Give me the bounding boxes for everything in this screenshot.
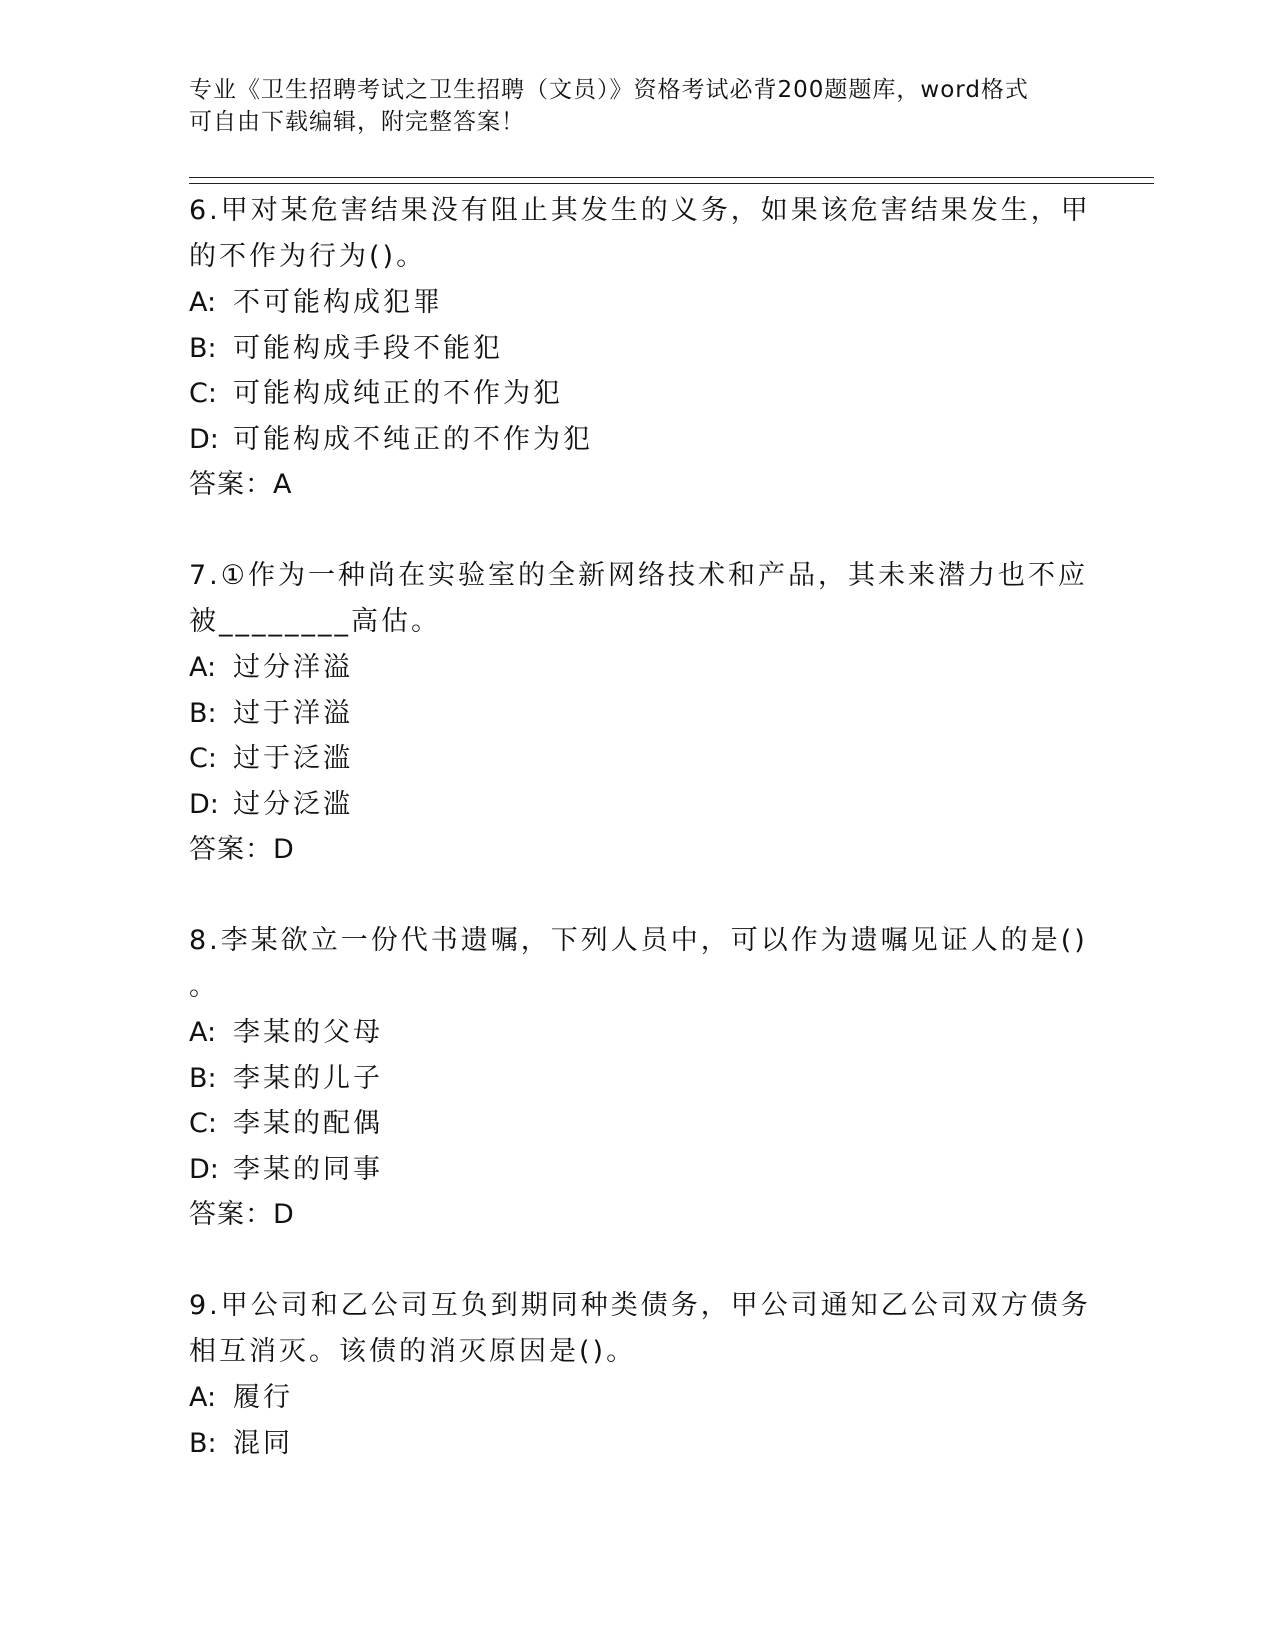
option-letter: D: <box>189 1153 219 1185</box>
answer-line: 答案：D <box>189 1199 295 1230</box>
option-text: 过分泛滥 <box>233 788 353 820</box>
option-letter: B: <box>189 332 217 364</box>
option-a <box>189 1010 1079 1056</box>
question-7 <box>189 553 1088 873</box>
option-letter: C: <box>189 378 217 409</box>
question-stem-line: 8.李某欲立一份代书遗嘱，下列人员中，可以作为遗嘱见证人的是() <box>189 925 1088 956</box>
header-line-2: 可自由下载编辑，附完整答案！ <box>189 109 525 135</box>
option-letter: A: <box>189 1017 217 1048</box>
header-divider-top <box>189 177 1154 178</box>
header-line-1: 专业《卫生招聘考试之卫生招聘（文员）》资格考试必背200题题库，word格式 <box>189 77 1029 103</box>
option-text: 可能构成手段不能犯 <box>233 332 503 364</box>
question-stem-line: 的不作为行为()。 <box>189 241 427 272</box>
option-letter: C: <box>189 743 217 774</box>
option-c <box>189 736 1079 782</box>
question-9 <box>189 1283 1091 1466</box>
option-letter: A: <box>189 287 217 318</box>
option-b <box>189 326 1079 372</box>
option-d <box>189 782 1079 828</box>
question-6 <box>189 188 1091 508</box>
answer-line: 答案：D <box>189 834 295 865</box>
option-a <box>189 280 1079 326</box>
option-letter: B: <box>189 1427 217 1459</box>
option-letter: D: <box>189 423 219 455</box>
option-letter: D: <box>189 788 219 820</box>
question-stem-line: 9.甲公司和乙公司互负到期同种类债务，甲公司通知乙公司双方债务 <box>189 1290 1091 1321</box>
option-a <box>189 645 1079 691</box>
answer-line: 答案：A <box>189 469 293 500</box>
option-text: 可能构成不纯正的不作为犯 <box>233 423 593 455</box>
option-text: 混同 <box>233 1427 293 1459</box>
question-stem-line: 7.①作为一种尚在实验室的全新网络技术和产品，其未来潜力也不应 <box>189 560 1088 591</box>
option-text: 不可能构成犯罪 <box>233 287 443 318</box>
option-text: 李某的配偶 <box>233 1108 383 1139</box>
question-stem-line: 6.甲对某危害结果没有阻止其发生的义务，如果该危害结果发生，甲 <box>189 195 1091 226</box>
question-8 <box>189 918 1088 1238</box>
header-divider-bottom <box>189 183 1154 184</box>
option-text: 可能构成纯正的不作为犯 <box>233 378 563 409</box>
option-d <box>189 1147 1079 1193</box>
option-text: 李某的父母 <box>233 1017 383 1048</box>
option-letter: A: <box>189 1382 217 1413</box>
option-letter: C: <box>189 1108 217 1139</box>
option-text: 过于泛滥 <box>233 743 353 774</box>
option-c <box>189 371 1079 417</box>
option-b <box>189 1421 1079 1467</box>
question-stem-line: 被________高估。 <box>189 606 441 637</box>
option-c <box>189 1101 1079 1147</box>
document-header <box>189 74 1089 138</box>
option-letter: A: <box>189 652 217 683</box>
option-b <box>189 691 1079 737</box>
option-letter: B: <box>189 697 217 729</box>
option-d <box>189 417 1079 463</box>
option-b <box>189 1056 1079 1102</box>
option-text: 李某的儿子 <box>233 1062 383 1094</box>
question-stem-line: 相互消灭。该债的消灭原因是()。 <box>189 1336 637 1367</box>
question-stem-line: 。 <box>189 971 219 1002</box>
option-text: 履行 <box>233 1382 293 1413</box>
option-letter: B: <box>189 1062 217 1094</box>
option-a <box>189 1375 1079 1421</box>
option-text: 过分洋溢 <box>233 652 353 683</box>
option-text: 李某的同事 <box>233 1153 383 1185</box>
option-text: 过于洋溢 <box>233 697 353 729</box>
